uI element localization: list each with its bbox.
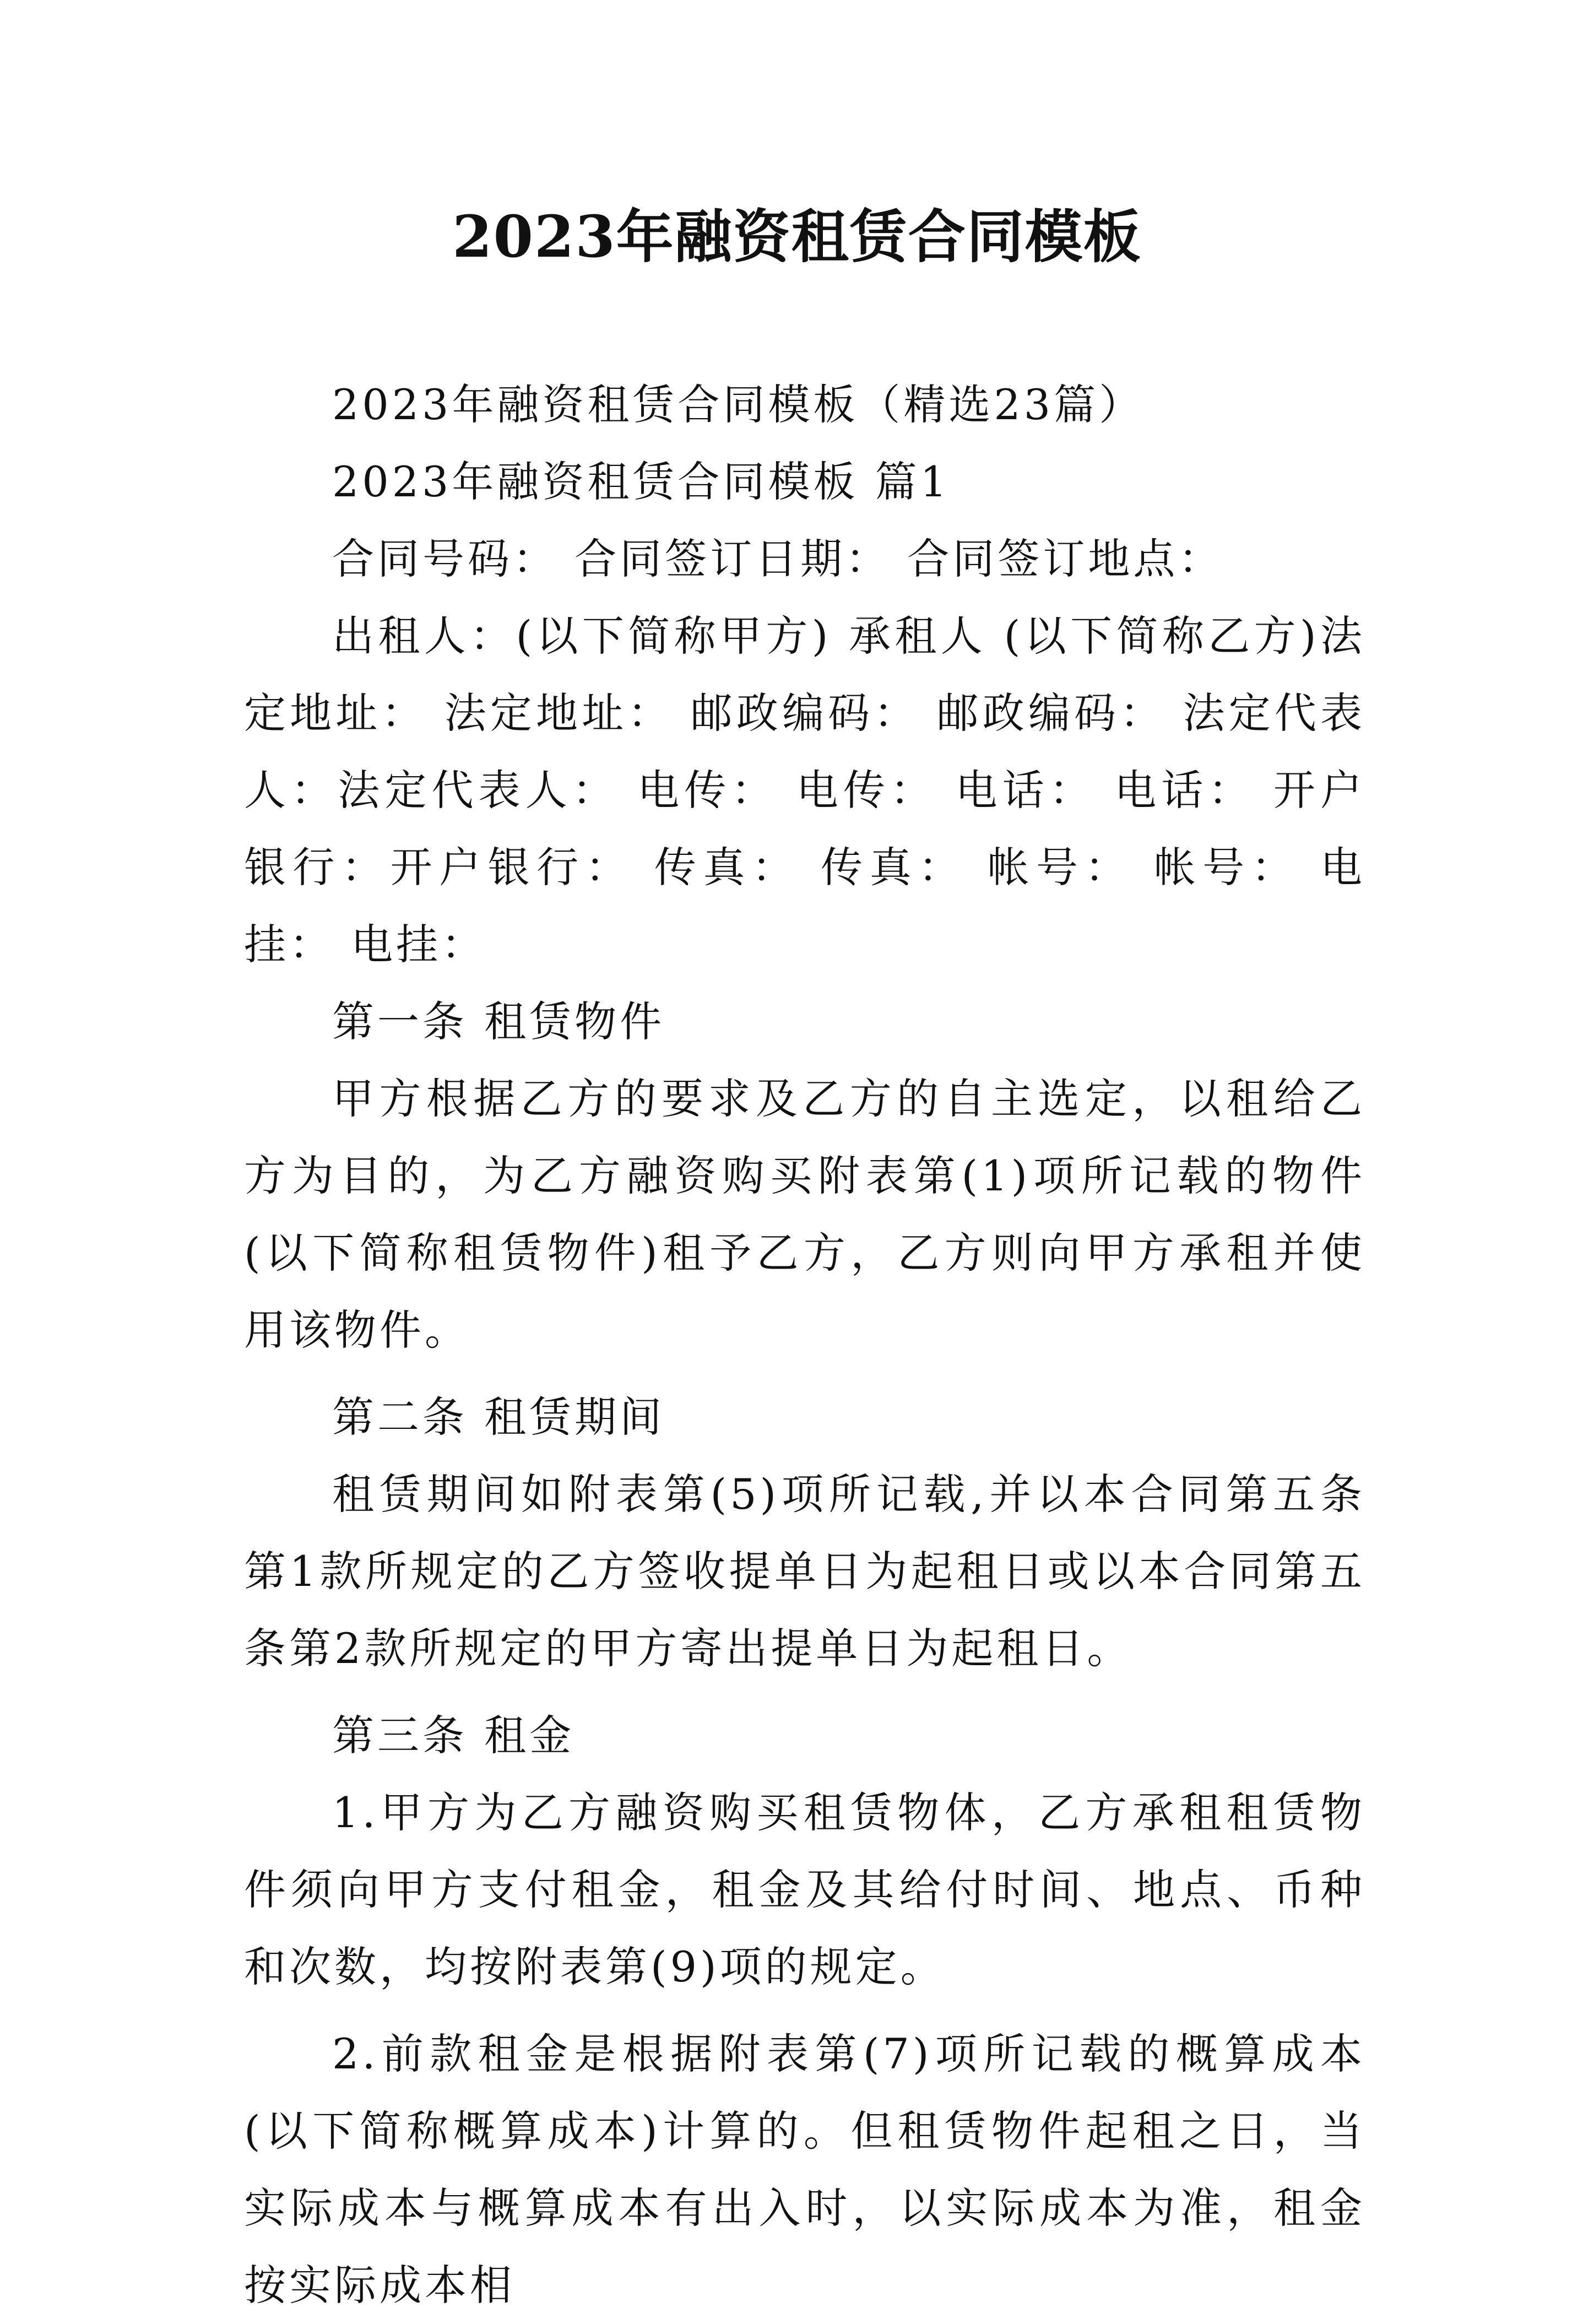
paragraph-article-3-clause-1: 1.甲方为乙方融资购买租赁物体，乙方承租租赁物件须向甲方支付租金，租金及其给付时间、地点、币种和次数，均按附表第(9)项的规定。 [244, 1788, 1365, 1991]
paragraph-section-heading: 2023年融资租赁合同模板 篇1 [332, 457, 950, 506]
document-body [244, 366, 1365, 2324]
paragraph-subtitle: 2023年融资租赁合同模板（精选23篇） [332, 380, 1145, 429]
paragraph-article-2-heading: 第二条 租赁期间 [332, 1393, 665, 1442]
paragraph-contract-info: 合同号码： 合同签订日期： 合同签订地点： [332, 534, 1224, 583]
paragraph-article-3-clause-2: 2.前款租金是根据附表第(7)项所记载的概算成本(以下简称概算成本)计算的。但租赁物件起租之日，当实际成本与概算成本有出入时，以实际成本为准，租金按实际成本相 [244, 2029, 1365, 2310]
paragraph-article-1-heading: 第一条 租赁物件 [332, 997, 665, 1046]
paragraph-article-1-body: 甲方根据乙方的要求及乙方的自主选定，以租给乙方为目的，为乙方融资购买附表第(1)项所记载的物件(以下简称租赁物件)租予乙方，乙方则向甲方承租并使用该物件。 [244, 1074, 1365, 1355]
paragraph-article-3-heading: 第三条 租金 [332, 1711, 575, 1760]
document-title: 2023年融资租赁合同模板 [452, 203, 1142, 270]
paragraph-article-2-body: 租赁期间如附表第(5)项所记载,并以本合同第五条第1款所规定的乙方签收提单日为起租日或以本合同第五条第2款所规定的甲方寄出提单日为起租日。 [244, 1470, 1365, 1673]
paragraph-parties: 出租人：(以下简称甲方) 承租人 (以下简称乙方)法定地址： 法定地址： 邮政编码： 邮政编码： 法定代表人：法定代表人： 电传： 电传： 电话： 电话： 开户银行：开户银行： 传真： 传真： 帐号： 帐号： 电挂： 电挂： [244, 611, 1365, 969]
